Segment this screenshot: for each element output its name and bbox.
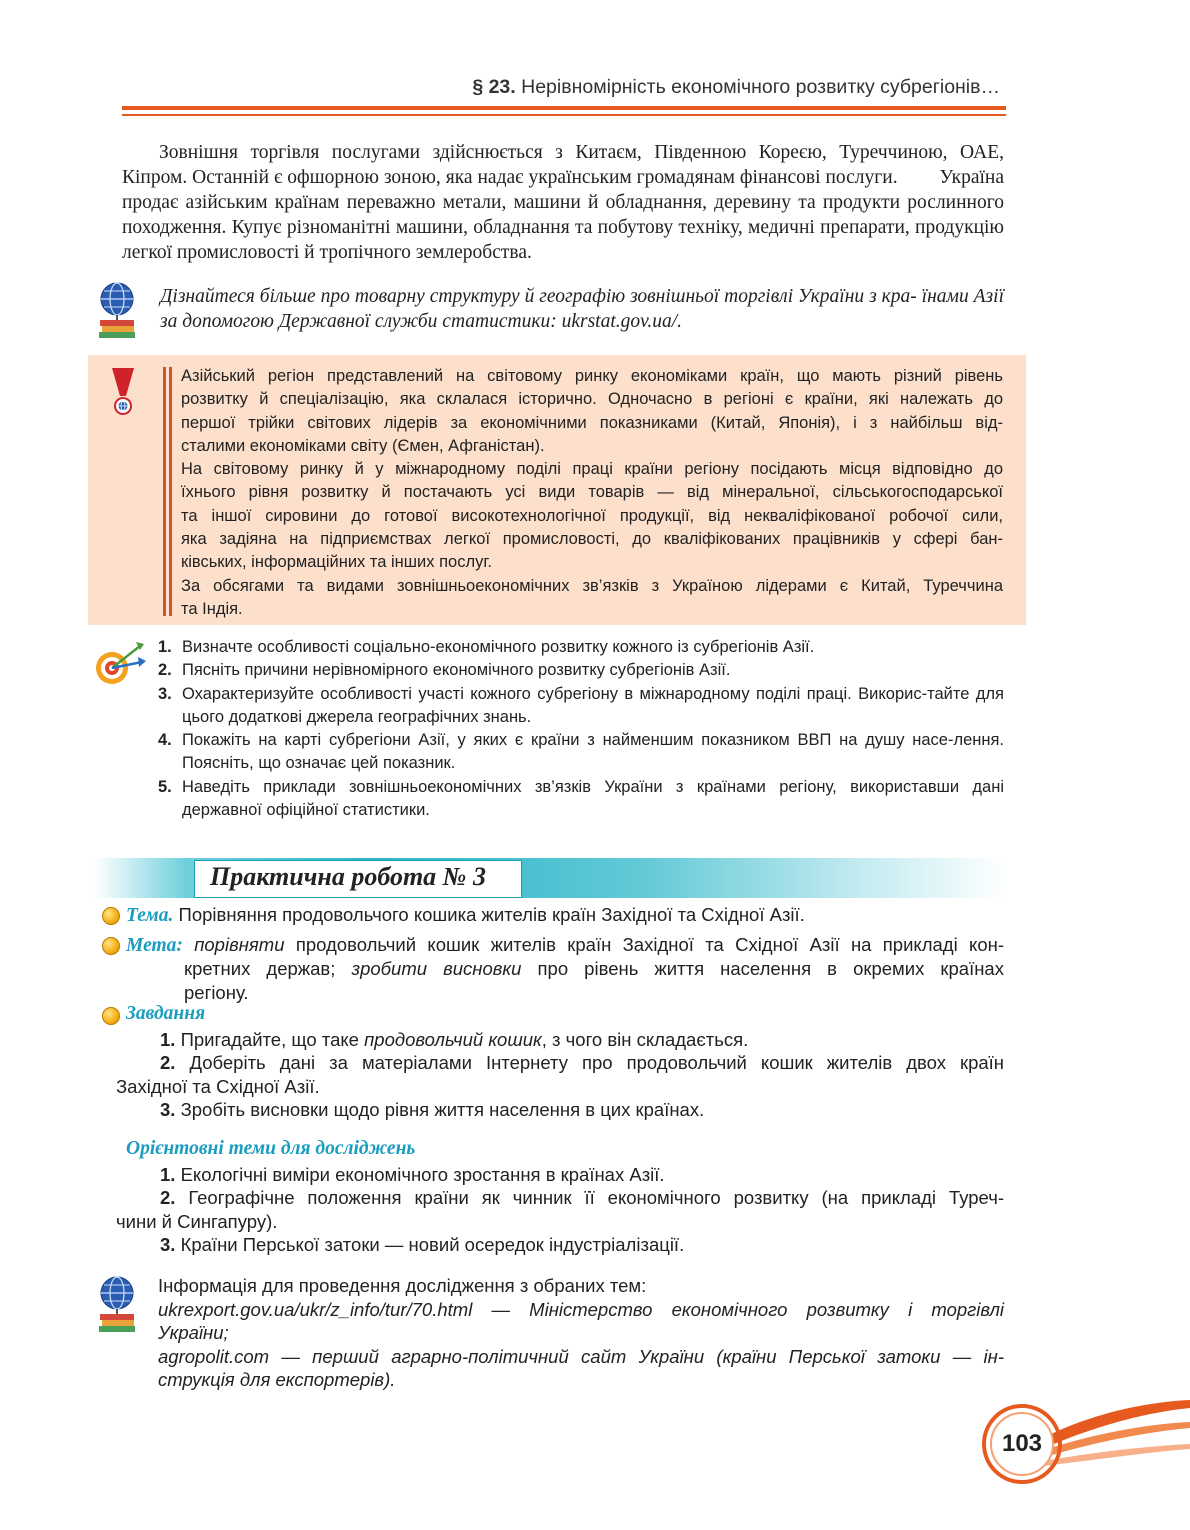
task-number: 1.	[160, 1029, 176, 1050]
goal-emphasis: порівняти	[194, 934, 285, 955]
question-text: Визначте особливості соціально-економічного розвитку кожного із субрегіонів Азії.	[182, 638, 815, 656]
question-number: 1.	[158, 638, 172, 656]
info-line: сталими економіками світу (Ємен, Афганістан).	[181, 436, 545, 455]
running-header	[120, 76, 1000, 99]
research-line	[126, 1233, 1004, 1256]
task-text: Зробіть висновки щодо рівня життя населення в цих країнах.	[180, 1099, 705, 1121]
goal-emphasis: зробити висновки	[351, 958, 522, 980]
info-box-bar	[163, 367, 166, 616]
research-line	[126, 1163, 1004, 1186]
info-line: На світовому ринку й у міжнародному поділі праці країни регіону посідають місця відповідно до	[181, 460, 1003, 479]
task-line	[126, 1051, 1004, 1074]
intro-line: Кіпром. Останній є офшорною зоною, яка надає українським громадянам фінансові послуги.	[122, 167, 898, 188]
task-text: , з чого він складається.	[541, 1029, 749, 1050]
goal-text: кретних держав;	[184, 958, 352, 980]
research-text: Екологічні виміри економічного зростання в країнах Азії.	[180, 1164, 665, 1185]
header-rule-thick	[122, 106, 1006, 110]
task-line: Західної та Східної Азії.	[116, 1075, 320, 1097]
question-number: 3.	[158, 684, 172, 703]
globe-books-icon	[96, 1274, 138, 1334]
question-item	[158, 776, 1004, 823]
theme-line	[126, 903, 805, 927]
question-number: 4.	[158, 731, 172, 750]
resource-line: України;	[158, 1322, 229, 1343]
intro-line: Зовнішня торгівля послугами здійснюється з Китаєм, Південною Кореєю, Туреччиною, ОАЕ,	[159, 142, 1004, 163]
resource-link[interactable]: agropolit.com — перший аграрно-політичний сайт України (країни Перської затоки — ін-	[158, 1345, 1004, 1367]
info-line: Азійський регіон представлений на світовому ринку економіками країн, що мають різний рівень	[181, 367, 1003, 385]
research-label: Орієнтовні теми для досліджень	[126, 1138, 416, 1159]
learn-more-line: Дізнайтеся більше про товарну структуру й географію зовнішньої торгівлі України з кра-	[160, 286, 917, 307]
task-number: 3.	[160, 1099, 176, 1121]
bullet-dot-icon	[102, 1007, 120, 1025]
exclamation-icon	[108, 366, 138, 416]
question-text: Наведіть приклади зовнішньоекономічних зв’язків України з країнами регіону, використавши дані державної офіційної статистики.	[182, 777, 1004, 820]
header-rule-thin	[122, 114, 1006, 116]
intro-text	[122, 140, 1004, 265]
section-number: § 23.	[472, 76, 516, 98]
research-number: 1.	[160, 1164, 176, 1185]
info-line: ківських, інформаційних та інших послуг.	[181, 553, 492, 572]
info-line: та іншої сировини до готової високотехнологічної продукції, від некваліфікованої робочої сили,	[181, 506, 1003, 525]
task-text: Пригадайте, що таке	[180, 1029, 365, 1050]
resources-block	[158, 1274, 1004, 1392]
info-box-text	[181, 365, 1003, 621]
goal-line	[184, 957, 1004, 980]
goal-line	[126, 933, 1004, 957]
resources-intro: Інформація для проведення дослідження з обраних тем:	[158, 1275, 647, 1296]
question-item	[158, 729, 1004, 776]
theme-text: Порівняння продовольчого кошика жителів країн Західної та Східної Азії.	[178, 904, 805, 925]
intro-line: Україна продає азійським країнам переважно метали, машини й обладнання, деревину	[122, 167, 1004, 213]
research-number: 3.	[160, 1234, 176, 1256]
info-line: та Індія.	[181, 599, 243, 618]
practical-title: Практична робота № 3	[210, 862, 486, 891]
goal-text: продовольчий кошик жителів країн Західної та Східної Азії на прикладі кон-	[284, 934, 1005, 955]
learn-more-line: їнами Азії за допомогою Державної служби статистики: ukrstat.gov.ua/.	[160, 286, 1004, 332]
info-line: За обсягами та видами зовнішньоекономічних зв’язків з Україною лідерами є Китай, Туреччина	[181, 576, 1003, 595]
target-arrows-icon	[92, 640, 146, 686]
bullet-dot-icon	[102, 907, 120, 925]
questions-list	[158, 636, 1004, 822]
goal-label: Мета:	[126, 935, 183, 956]
learn-more-note	[160, 284, 1004, 334]
research-number: 2.	[160, 1187, 176, 1209]
question-item	[158, 636, 1004, 659]
info-line: яка задіяна на підприємствах легкої промисловості, до кваліфікованих працівників у сфері бан-	[181, 530, 1003, 549]
question-item	[158, 683, 1004, 730]
research-text: Країни Перської затоки — новий осередок індустріалізації.	[180, 1234, 685, 1256]
question-text: Покажіть на карті субрегіони Азії, у яких є країни з найменшим показником ВВП на душу насе-лення. Поясніть, що означає цей показник.	[182, 731, 1004, 773]
research-list	[116, 1163, 1005, 1257]
question-number: 5.	[158, 777, 172, 796]
research-text: Географічне положення країни як чинник її економічного розвитку (на прикладі Туреч-	[188, 1187, 1005, 1209]
tasks-label: Завдання	[126, 1003, 206, 1024]
resource-link[interactable]: ukrexport.gov.ua/ukr/z_info/tur/70.html — Міністерство економічного розвитку і торгівлі	[158, 1298, 1004, 1320]
task-line	[126, 1098, 1004, 1121]
goal-line: регіону.	[184, 981, 249, 1003]
intro-line: та продукти рослинного походження. Купує різноманітні машини, обладнання та побутову	[122, 192, 1004, 238]
task-line	[126, 1028, 1004, 1051]
research-line: чини й Сингапуру).	[116, 1210, 278, 1232]
question-number: 2.	[158, 661, 172, 680]
theme-label: Тема.	[126, 905, 174, 926]
task-text: Доберіть дані за матеріалами Інтернету про продовольчий кошик жителів двох країн	[189, 1052, 1005, 1074]
resource-line: струкція для експортерів).	[158, 1369, 396, 1390]
info-box-bar	[169, 367, 172, 616]
page-number: 103	[1001, 1430, 1043, 1457]
task-emphasis: продовольчий кошик	[364, 1029, 542, 1050]
intro-line: техніку, медичні препарати, продукцію легкої промисловості й тропічного землеробства.	[122, 217, 1004, 263]
question-text: Пясніть причини нерівномірного економічного розвитку субрегіонів Азії.	[182, 661, 731, 680]
question-item	[158, 659, 1004, 682]
question-text: Охарактеризуйте особливості участі кожного субрегіону в міжнародному поділі праці. Викорис-тайте для цього додаткові джерела географічних знань.	[182, 684, 1004, 726]
goal-block	[126, 933, 1004, 1004]
tasks-list	[116, 1028, 1005, 1122]
section-title: Нерівномірність економічного розвитку субрегіонів…	[521, 76, 1000, 98]
task-number: 2.	[160, 1052, 176, 1074]
info-line: їхнього рівня розвитку й постачають усі види товарів — від мінеральної, сільськогосподарської	[181, 483, 1003, 502]
globe-books-icon	[96, 280, 138, 340]
goal-text: про рівень життя населення в окремих країнах	[521, 958, 1004, 980]
info-line: першої трійки світових лідерів за економічними показниками (Китай, Японія), і з найбільш від-	[181, 413, 1003, 432]
bullet-dot-icon	[102, 937, 120, 955]
research-line	[126, 1186, 1004, 1209]
info-line: розвитку й спеціалізацію, яка склалася історично. Одночасно в регіоні є країни, які належать до	[181, 390, 1003, 409]
